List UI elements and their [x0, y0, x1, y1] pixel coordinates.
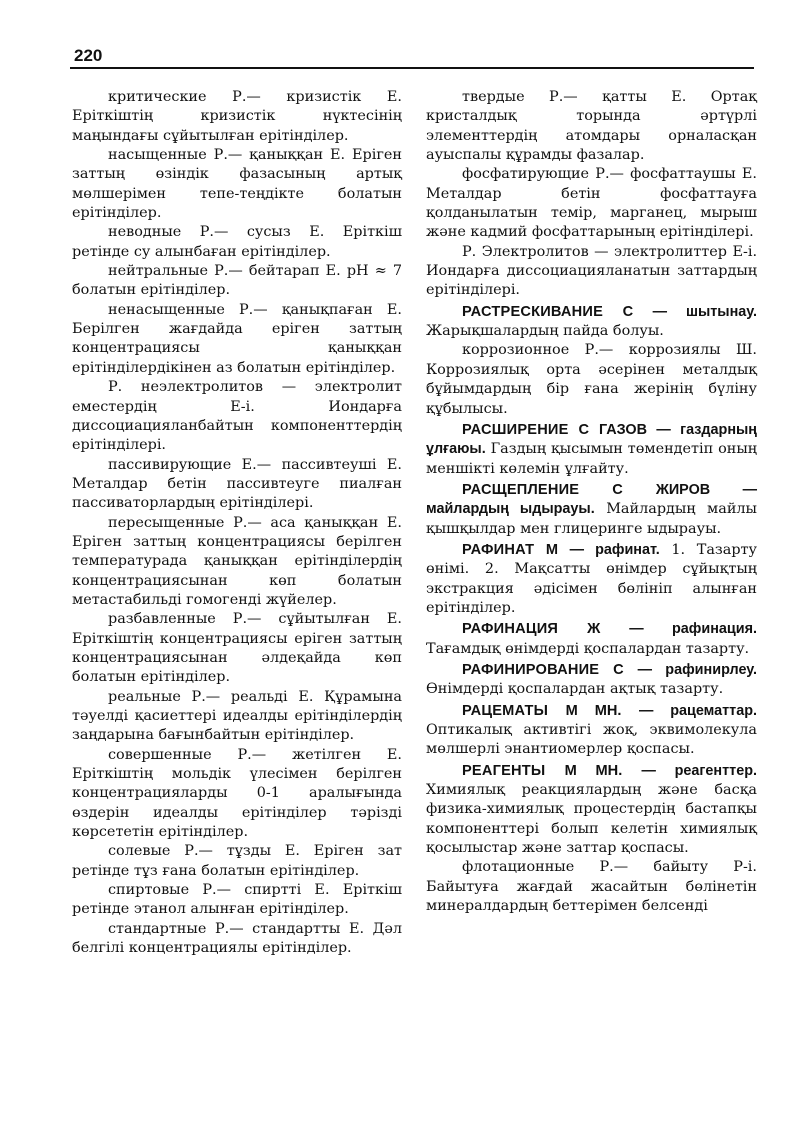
- entry-term: пересыщенные Р.— аса қаныққан: [108, 514, 379, 531]
- headword-entry: [426, 702, 757, 760]
- grammar-label: Ж: [587, 621, 601, 638]
- translation: — рафинация.: [629, 621, 758, 638]
- entry: [72, 88, 402, 146]
- header-rule: [70, 67, 754, 69]
- entry-term: нейтральные Р.— бейтарап Е.: [108, 263, 341, 280]
- entry-term: пассивирующие Е.— пассивтеуші: [108, 456, 377, 473]
- entry-text: Е-і. Иондарға диссоциацияланатын заттардың ерітінділері.: [426, 243, 758, 299]
- entry-text: Байытуға жағдай жасайтын бөлінетін минералдардың беттерімен белсенді: [426, 878, 757, 915]
- headword-entry: [426, 762, 757, 859]
- headword-entry: [426, 481, 757, 539]
- entry-term: Р. Электролитов — электролиттер: [462, 243, 727, 260]
- entry-term: спиртовые Р.— спиртті Е. Еріткіш: [108, 882, 402, 899]
- entry-term: Р. неэлектролитов — электролит: [108, 379, 402, 396]
- grammar-label: С: [622, 303, 634, 320]
- entry: [72, 746, 402, 843]
- grammar-label: С: [613, 661, 624, 678]
- headword-entry: [426, 620, 757, 659]
- left-column: [72, 88, 402, 958]
- entry: [72, 262, 402, 301]
- translation: — реагенттер.: [641, 762, 757, 779]
- entry-text: Коррозиялық орта әсерінен металдық бұйымдардың бір ғана жерінің бүліну құбылысы.: [426, 361, 757, 417]
- entry-text: Е. Еріген заттың концентрациясы берілген температурада қаныққан ерітінділердің концентрациясынан көп болатын метастабильді гомогенді жүйелер.: [72, 514, 402, 608]
- entry-text: Металдар бетін фосфаттауға қолданылатын темір, марганец, мырыш және кадмий фосфаттарының ерітінділері.: [426, 185, 757, 241]
- entry-term: разбавленные Р.— сұйытылған Е.: [108, 611, 402, 628]
- definition: Химиялық реакциялардың және басқа физика-химиялық процестердің бастапқы компоненттері болып келетін химиялық қосылыстар және заттар қоспасы.: [426, 782, 757, 857]
- entry: [72, 378, 402, 455]
- translation: — рафинат.: [569, 541, 660, 558]
- entry-text: ретінде этанол алынған ерітінділер.: [72, 901, 349, 918]
- entry: [426, 165, 757, 242]
- entry: [72, 456, 402, 514]
- definition: Оптикалық активтігі жоқ, эквимолекула мөлшерлі энантиомерлер қоспасы.: [426, 722, 757, 758]
- headword: РАФИНАТ: [462, 541, 535, 558]
- translation: — рафинирлеу.: [637, 661, 757, 678]
- definition: Тағамдық өнімдерді қоспалардан тазарту.: [426, 640, 750, 657]
- definition: Жарықшалардың пайда болуы.: [426, 323, 664, 340]
- translation: — шытынау.: [652, 303, 757, 320]
- definition: Майлардың майлы қышқылдар мен глицеринге ыдырауы.: [426, 501, 758, 537]
- entry-term: солевые Р.— тұзды Е. Еріген зат: [108, 843, 402, 860]
- headword: РАФИНАЦИЯ: [462, 621, 559, 638]
- entry-text: Берілген жағдайда еріген заттың концентрациясы қаныққан ерітінділердікінен аз болатын ерітінділер.: [72, 321, 402, 376]
- entry-text: Е. Металдар бетін пассивтеуге пиалған пассиваторлардың ерітінділері.: [72, 456, 402, 512]
- entry: [72, 881, 402, 920]
- entry: [72, 610, 402, 687]
- headword: РАСТРЕСКИВАНИЕ: [462, 303, 604, 320]
- entry-text: Еріткіш ретінде су алынбаған ерітінділер.: [72, 224, 403, 260]
- headword-entry: [426, 303, 757, 342]
- headword: РАЦЕМАТЫ: [462, 702, 549, 719]
- headword: РЕАГЕНТЫ: [462, 762, 546, 779]
- headword-entry: [426, 661, 757, 700]
- grammar-label: С: [578, 421, 590, 438]
- entry-text: ретінде тұз ғана болатын ерітінділер.: [72, 862, 360, 879]
- entry: [426, 243, 757, 301]
- definition: Газдың қысымын төмендетіп оның меншікті көлемін ұлғайту.: [426, 441, 758, 477]
- entry-text: pH ≈ 7 болатын ерітінділер.: [72, 263, 403, 299]
- entry-text: Еріткіштің концентрациясы еріген заттың концентрациясынан әлдеқайда көп болатын ерітінділер.: [72, 630, 402, 686]
- headword: РАСЩЕПЛЕНИЕ: [462, 481, 580, 498]
- headword: РАФИНИРОВАНИЕ: [462, 661, 600, 678]
- entry: [426, 88, 757, 165]
- entry-term: критические Р.— кризистік Е.: [108, 89, 402, 105]
- entry-term: фосфатирующие Р.— фосфаттаушы Е.: [462, 166, 757, 183]
- translation: ЖИРОВ — майлардың ыдырауы.: [426, 481, 757, 518]
- entry-term: ненасыщенные Р.— қанықпаған Е.: [108, 301, 402, 318]
- entry: [426, 858, 757, 916]
- right-column: [426, 88, 757, 916]
- headword: РАСШИРЕНИЕ: [462, 421, 569, 438]
- entry-text: Еріген заттың өзіндік фазасының артық мөлшерімен тепе-теңдікте болатын ерітінділер.: [72, 147, 402, 222]
- entry-text: Ортақ кристалдық торында әртүрлі элементтердің атомдары орналасқан ауыспалы құрамды фазалар.: [426, 89, 758, 164]
- entry: [72, 301, 402, 378]
- entry-term: коррозионное Р.— коррозиялы Ш.: [462, 342, 757, 359]
- entry-term: совершенные Р.— жетілген Е.: [108, 746, 402, 763]
- entry-text: еместердің Е-і. Иондарға диссоциацияланбайтын компоненттердің ерітінділері.: [72, 398, 402, 454]
- entry-text: Еріткіштің мольдік үлесімен берілген концентрацияларды 0-1 аралығында өздерін идеалды ерітінділер тәрізді көрсететін ерітінділер.: [72, 766, 402, 841]
- entry-term: твердые Р.— қатты Е.: [462, 89, 687, 105]
- page-number: 220: [74, 46, 103, 65]
- entry: [72, 146, 402, 223]
- entry-term: насыщенные Р.— қаныққан Е.: [108, 147, 346, 164]
- headword-entry: [426, 541, 757, 618]
- entry: [72, 842, 402, 881]
- entry-term: неводные Р.— сусыз Е.: [108, 224, 325, 241]
- entry: [72, 514, 402, 611]
- definition: Өнімдерді қоспалардан ақтық тазарту.: [426, 681, 724, 698]
- translation: ГАЗОВ — газдарның ұлғаюы.: [426, 421, 758, 458]
- entry: [72, 920, 402, 959]
- grammar-label: М: [545, 541, 559, 558]
- translation: — рацематтар.: [638, 702, 758, 719]
- entry-term: флотационные Р.— байыту Р-і.: [462, 859, 757, 876]
- entry: [72, 223, 402, 262]
- headword-entry: [426, 421, 757, 479]
- entry: [426, 341, 757, 418]
- entry-text: Еріткіштің кризистік нүктесінің маңындағы сұйытылған ерітінділер.: [72, 108, 402, 144]
- entry-term: стандартные Р.— стандартты Е.: [108, 920, 365, 937]
- entry-text: тәуелді қасиеттері идеалды ерітінділердің заңдарына бағынбайтын ерітінділер.: [72, 708, 402, 744]
- entry-text: Дәл белгілі концентрациялы ерітінділер.: [72, 920, 403, 957]
- grammar-label: С: [612, 481, 623, 498]
- entry: [72, 688, 402, 746]
- grammar-label: М МН.: [564, 762, 623, 779]
- definition: 1. Тазарту өнімі. 2. Мақсатты өнімдер сұйықтың экстракция әдісімен бөлініп алынған ерітінділер.: [426, 541, 757, 616]
- grammar-label: М МН.: [565, 702, 622, 719]
- entry-term: реальные Р.— реальді Е. Құрамына: [108, 688, 402, 705]
